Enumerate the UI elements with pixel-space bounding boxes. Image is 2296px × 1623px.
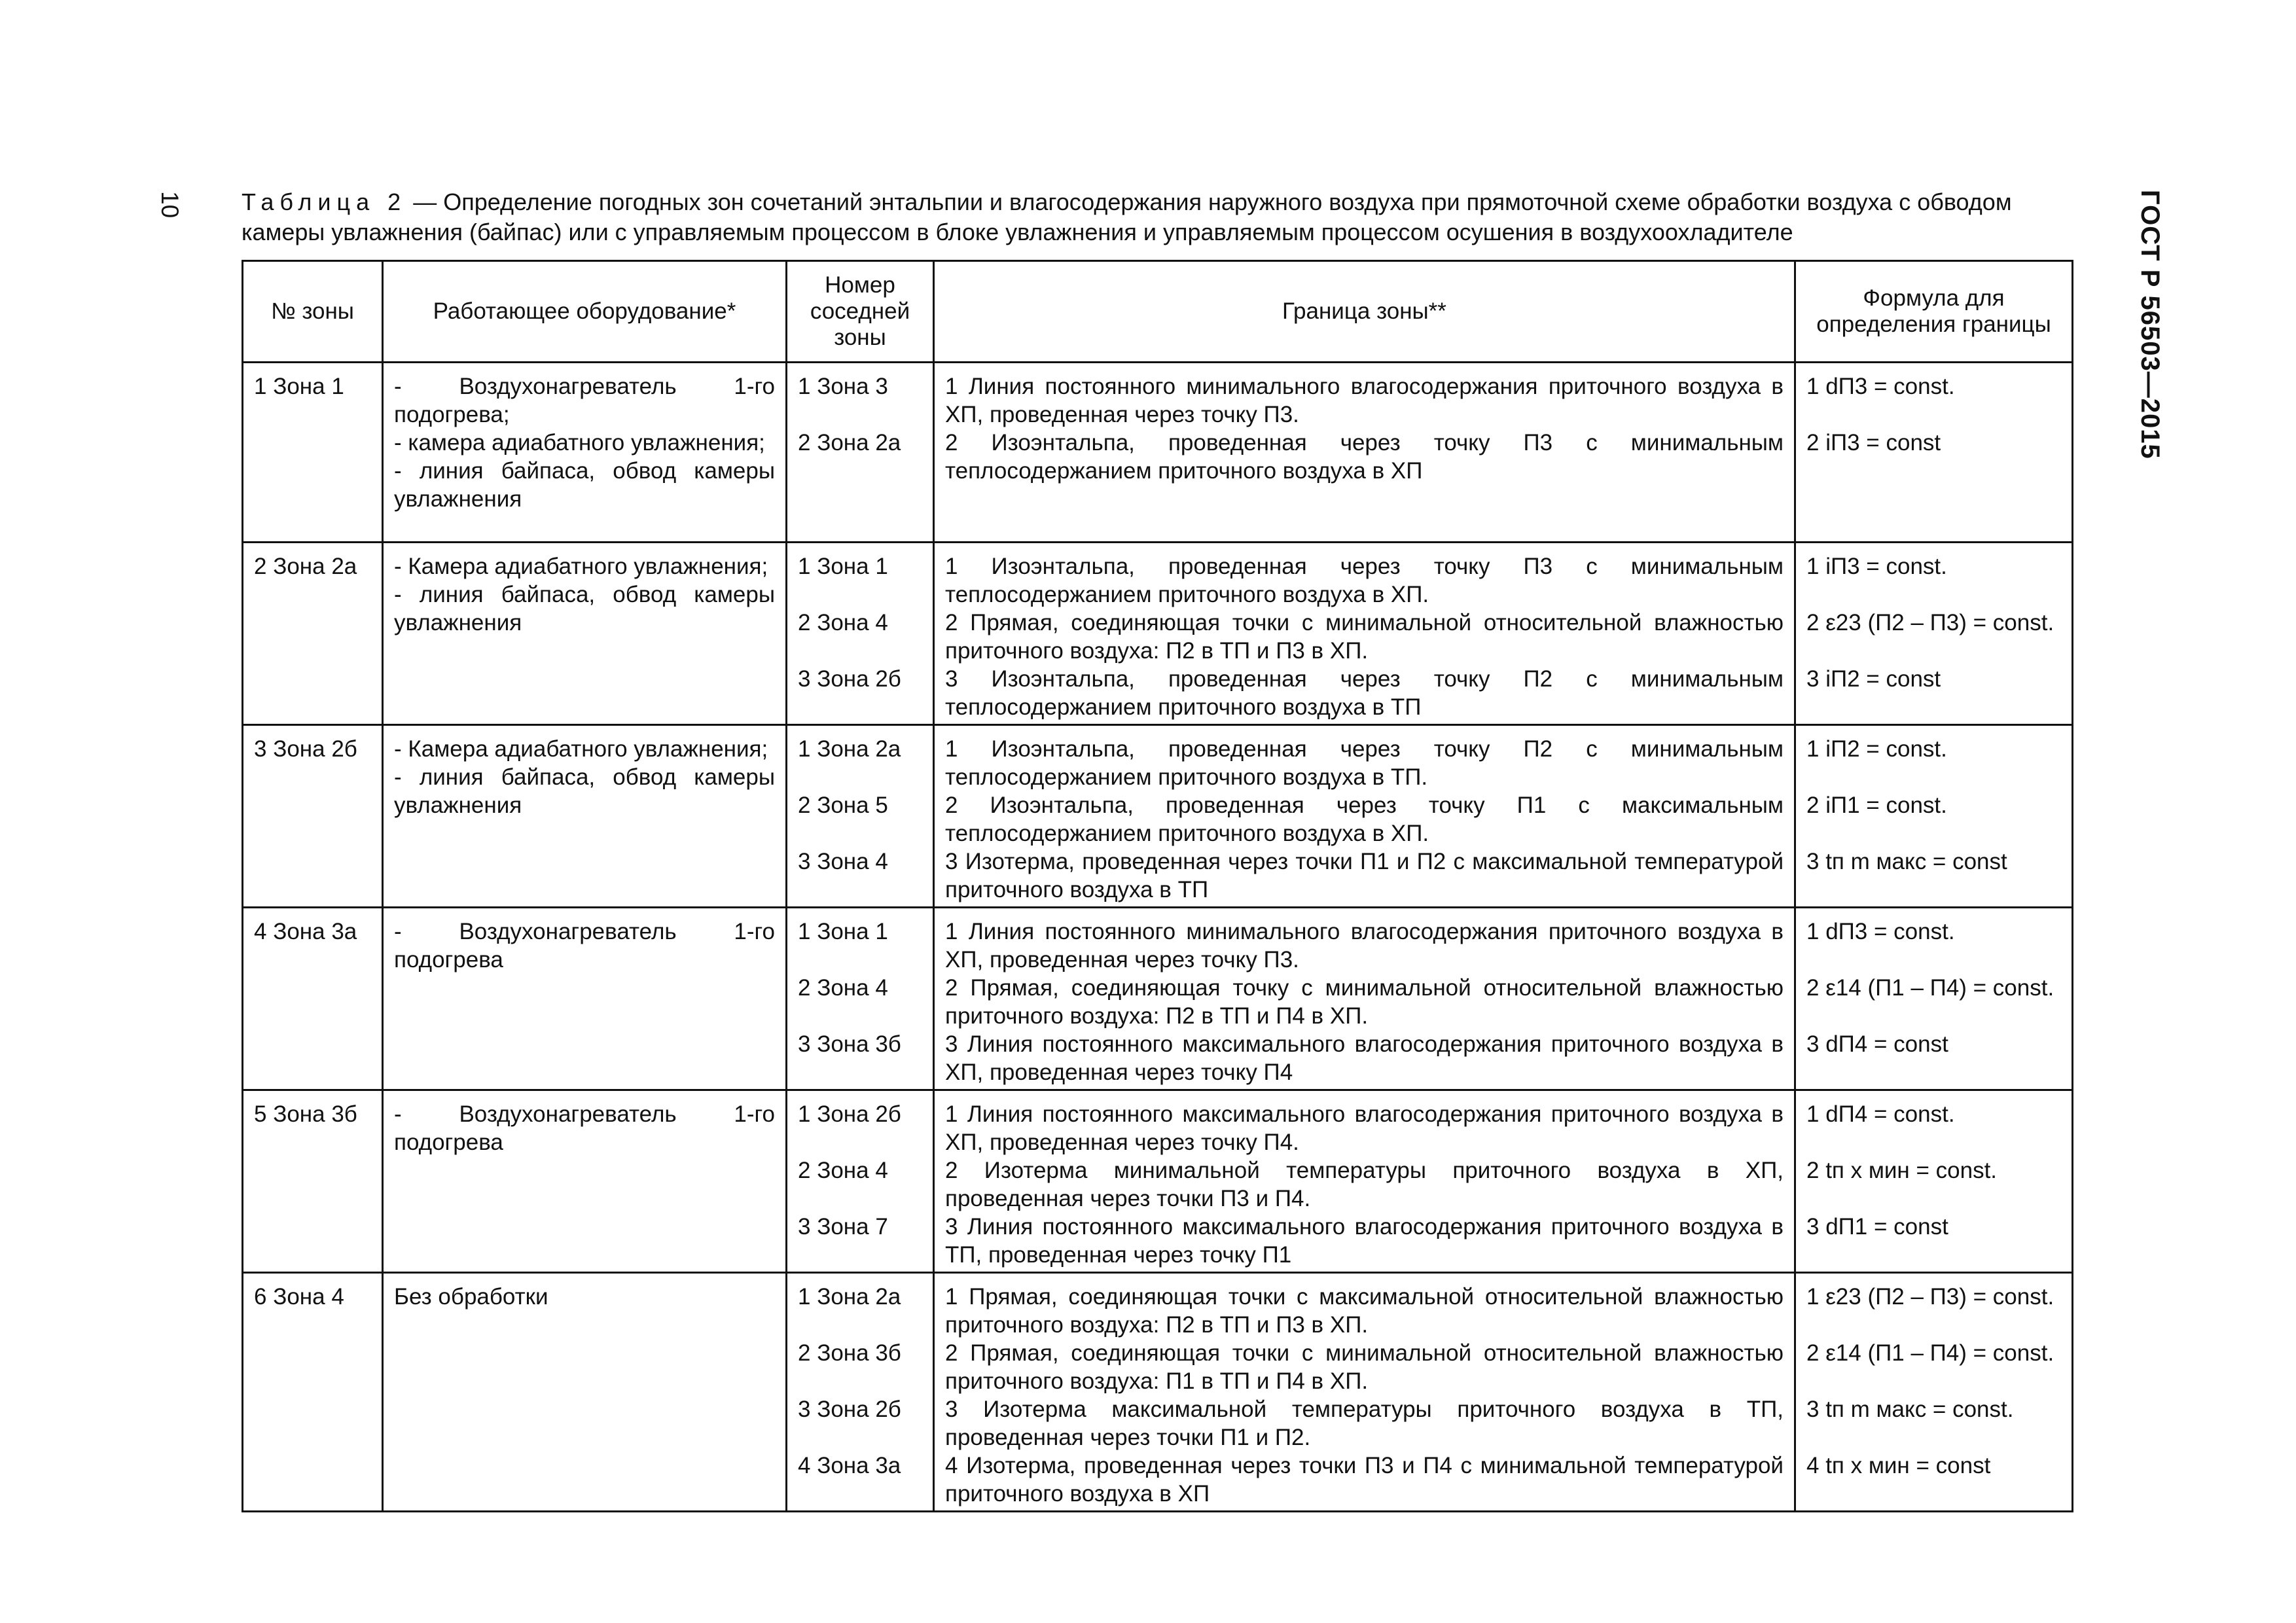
boundary-item: 2 Изоэнтальпа, проведенная через точку П3 с минимальным теплосодержанием приточного воздуха в ХП <box>945 430 1784 484</box>
equipment-cell <box>383 1273 787 1512</box>
neighbor-zone-cell <box>787 725 934 908</box>
formula-item: 2 ε14 (П1 – П4) = const. <box>1806 975 2054 1001</box>
document-code: ГОСТ Р 56503—2015 <box>2136 190 2164 459</box>
neighbor-zone-cell <box>787 908 934 1090</box>
equipment-cell <box>383 725 787 908</box>
boundary-item: 1 Изоэнтальпа, проведенная через точку П3 с минимальным теплосодержанием приточного воздуха в ХП. <box>945 554 1784 607</box>
table-row <box>243 1090 2073 1273</box>
boundary-item: 4 Изотерма, проведенная через точки П3 и П4 с минимальной температурой приточного воздуха в ХП <box>945 1453 1784 1507</box>
boundary-item: 2 Прямая, соединяющая точки с минимальной относительной влажностью приточного воздуха: П2 в ТП и П3 в ХП. <box>945 610 1784 664</box>
equipment-cell <box>383 363 787 543</box>
neighbor-zone-item: 2 Зона 4 <box>798 1158 888 1183</box>
zone-number: 4 Зона 3а <box>254 919 357 944</box>
header-equipment: Работающее оборудование* <box>383 261 787 363</box>
neighbor-zone-cell <box>787 1090 934 1273</box>
boundary-item: 1 Линия постоянного минимального влагосодержания приточного воздуха в ХП, проведенная через точку П3. <box>945 919 1784 972</box>
zone-number: 1 Зона 1 <box>254 374 344 399</box>
equipment-cell <box>383 908 787 1090</box>
equipment-item: Без обработки <box>394 1284 548 1310</box>
table-caption <box>242 187 2087 247</box>
formula-item: 2 ε14 (П1 – П4) = const. <box>1806 1340 2054 1366</box>
neighbor-zone-item: 2 Зона 3б <box>798 1340 901 1366</box>
boundary-cell <box>934 725 1795 908</box>
boundary-cell <box>934 908 1795 1090</box>
zone-number-cell <box>243 543 383 725</box>
boundary-cell <box>934 543 1795 725</box>
table-caption-text: — Определение погодных зон сочетаний энтальпии и влагосодержания наружного воздуха при прямоточной схеме обработки воздуха с обводом камеры увлажнения (байпас) или с управляемым процессом в блоке увлажнения и управляемым процессом осушения в воздухоохладителе <box>242 188 2012 245</box>
zone-number-cell <box>243 363 383 543</box>
table-row <box>243 908 2073 1090</box>
table-row <box>243 363 2073 543</box>
formula-item: 3 tп m макс = const <box>1806 849 2007 874</box>
formula-item: 1 ε23 (П2 – П3) = const. <box>1806 1284 2054 1310</box>
boundary-item: 3 Изотерма, проведенная через точки П1 и П2 с максимальной температурой приточного воздуха в ТП <box>945 849 1784 902</box>
neighbor-zone-item: 3 Зона 2б <box>798 666 901 692</box>
boundary-item: 1 Изоэнтальпа, проведенная через точку П2 с минимальным теплосодержанием приточного воздуха в ТП. <box>945 736 1784 790</box>
boundary-cell <box>934 363 1795 543</box>
boundary-item: 1 Линия постоянного максимального влагосодержания приточного воздуха в ХП, проведенная через точку П4. <box>945 1101 1784 1155</box>
zone-number: 5 Зона 3б <box>254 1101 357 1127</box>
formula-cell <box>1795 363 2073 543</box>
boundary-item: 2 Изоэнтальпа, проведенная через точку П1 с максимальным теплосодержанием приточного воздуха в ХП. <box>945 793 1784 846</box>
table-caption-label: Таблица 2 <box>242 188 407 215</box>
header-boundary: Граница зоны** <box>934 261 1795 363</box>
neighbor-zone-item: 3 Зона 7 <box>798 1214 888 1240</box>
formula-item: 3 dП4 = const <box>1806 1031 1948 1057</box>
boundary-item: 2 Изотерма минимальной температуры приточного воздуха в ХП, проведенная через точки П3 и П4. <box>945 1158 1784 1211</box>
neighbor-zone-item: 4 Зона 3а <box>798 1453 901 1478</box>
neighbor-zone-item: 2 Зона 4 <box>798 975 888 1001</box>
header-neighbor-zone: Номер соседней зоны <box>787 261 934 363</box>
formula-item: 1 iП3 = const. <box>1806 554 1947 579</box>
formula-item: 1 iП2 = const. <box>1806 736 1947 762</box>
formula-item: 1 dП4 = const. <box>1806 1101 1955 1127</box>
formula-item: 1 dП3 = const. <box>1806 374 1955 399</box>
boundary-item: 2 Прямая, соединяющая точку с минимальной относительной влажностью приточного воздуха: П2 в ТП и П4 в ХП. <box>945 975 1784 1029</box>
equipment-item: - Воздухонагреватель 1-го подогрева; <box>394 374 775 427</box>
neighbor-zone-item: 3 Зона 4 <box>798 849 888 874</box>
zone-number-cell <box>243 1090 383 1273</box>
formula-item: 3 dП1 = const <box>1806 1214 1948 1240</box>
boundary-cell <box>934 1090 1795 1273</box>
equipment-item: - линия байпаса, обвод камеры увлажнения <box>394 458 775 512</box>
formula-cell <box>1795 1090 2073 1273</box>
neighbor-zone-item: 2 Зона 2а <box>798 430 901 455</box>
header-formula: Формула для определения границы <box>1795 261 2073 363</box>
formula-cell <box>1795 1273 2073 1512</box>
equipment-cell <box>383 543 787 725</box>
neighbor-zone-item: 2 Зона 4 <box>798 610 888 635</box>
page-number: 10 <box>156 191 183 219</box>
equipment-item: - Воздухонагреватель 1-го подогрева <box>394 919 775 972</box>
formula-item: 2 iП3 = const <box>1806 430 1941 455</box>
formula-item: 2 ε23 (П2 – П3) = const. <box>1806 610 2054 635</box>
neighbor-zone-item: 1 Зона 2а <box>798 736 901 762</box>
neighbor-zone-item: 1 Зона 2а <box>798 1284 901 1310</box>
boundary-item: 2 Прямая, соединяющая точки с минимальной относительной влажностью приточного воздуха: П1 в ТП и П4 в ХП. <box>945 1340 1784 1394</box>
boundary-item: 3 Изотерма максимальной температуры приточного воздуха в ТП, проведенная через точки П1 и П2. <box>945 1397 1784 1450</box>
equipment-item: - линия байпаса, обвод камеры увлажнения <box>394 764 775 818</box>
table-row <box>243 725 2073 908</box>
neighbor-zone-cell <box>787 543 934 725</box>
zone-number: 3 Зона 2б <box>254 736 357 762</box>
neighbor-zone-item: 3 Зона 2б <box>798 1397 901 1422</box>
boundary-item: 1 Прямая, соединяющая точки с максимальной относительной влажностью приточного воздуха: П2 в ТП и П3 в ХП. <box>945 1284 1784 1338</box>
boundary-item: 3 Изоэнтальпа, проведенная через точку П2 с минимальным теплосодержанием приточного воздуха в ТП <box>945 666 1784 720</box>
equipment-item: - камера адиабатного увлажнения; <box>394 430 765 455</box>
formula-item: 3 iП2 = const <box>1806 666 1941 692</box>
formula-item: 1 dП3 = const. <box>1806 919 1955 944</box>
formula-item: 2 iП1 = const. <box>1806 793 1947 818</box>
equipment-item: - линия байпаса, обвод камеры увлажнения <box>394 582 775 635</box>
table-row <box>243 1273 2073 1512</box>
formula-cell <box>1795 543 2073 725</box>
equipment-cell <box>383 1090 787 1273</box>
zones-table <box>242 260 2073 1512</box>
table-row <box>243 543 2073 725</box>
equipment-item: - Воздухонагреватель 1-го подогрева <box>394 1101 775 1155</box>
zone-number-cell <box>243 1273 383 1512</box>
formula-item: 2 tп x мин = const. <box>1806 1158 1998 1183</box>
formula-cell <box>1795 908 2073 1090</box>
equipment-item: - Камера адиабатного увлажнения; <box>394 736 768 762</box>
formula-item: 4 tп x мин = const <box>1806 1453 1991 1478</box>
zone-number-cell <box>243 725 383 908</box>
neighbor-zone-item: 3 Зона 3б <box>798 1031 901 1057</box>
header-zone-number: № зоны <box>243 261 383 363</box>
table-header-row <box>243 261 2073 363</box>
zone-number: 2 Зона 2а <box>254 554 357 579</box>
neighbor-zone-cell <box>787 363 934 543</box>
neighbor-zone-item: 1 Зона 3 <box>798 374 888 399</box>
zone-number: 6 Зона 4 <box>254 1284 344 1310</box>
neighbor-zone-cell <box>787 1273 934 1512</box>
boundary-item: 1 Линия постоянного минимального влагосодержания приточного воздуха в ХП, проведенная через точку П3. <box>945 374 1784 427</box>
neighbor-zone-item: 1 Зона 2б <box>798 1101 901 1127</box>
neighbor-zone-item: 1 Зона 1 <box>798 919 888 944</box>
table-body <box>243 363 2073 1512</box>
boundary-cell <box>934 1273 1795 1512</box>
boundary-item: 3 Линия постоянного максимального влагосодержания приточного воздуха в ТП, проведенная через точку П1 <box>945 1214 1784 1268</box>
neighbor-zone-item: 1 Зона 1 <box>798 554 888 579</box>
boundary-item: 3 Линия постоянного максимального влагосодержания приточного воздуха в ХП, проведенная через точку П4 <box>945 1031 1784 1085</box>
formula-item: 3 tп m макс = const. <box>1806 1397 2014 1422</box>
equipment-item: - Камера адиабатного увлажнения; <box>394 554 768 579</box>
neighbor-zone-item: 2 Зона 5 <box>798 793 888 818</box>
zone-number-cell <box>243 908 383 1090</box>
formula-cell <box>1795 725 2073 908</box>
